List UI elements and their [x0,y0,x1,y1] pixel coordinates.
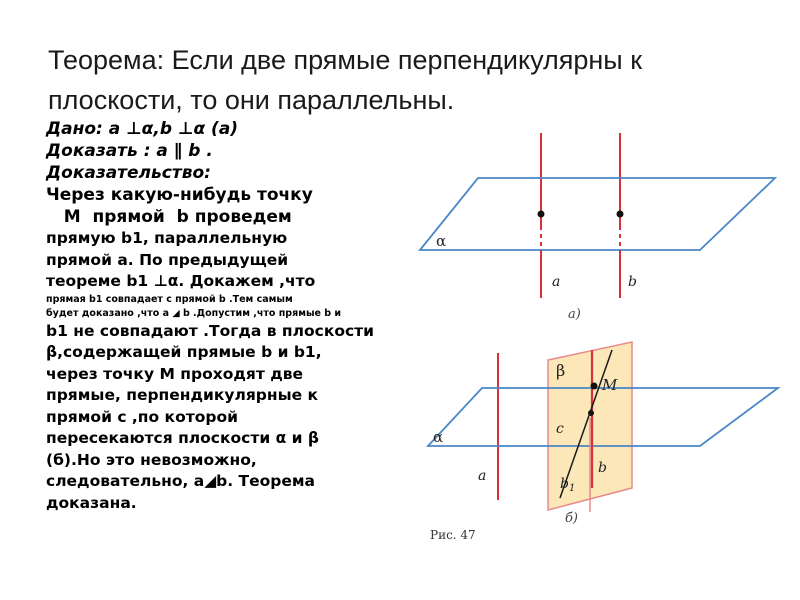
alpha-label: α [436,232,447,250]
proof-line: Доказательство: [46,163,211,183]
proof-line: через точку М проходят две [46,364,304,383]
proof-line: пересекаются плоскости α и β [46,429,319,447]
proof-line: прямые, перпендикулярные к [46,386,319,404]
proof-line: прямой а. По предыдущей [46,250,289,269]
point-m [591,383,598,390]
a-label: a [478,468,487,484]
intersection-point [588,410,594,416]
c-label: c [556,421,564,437]
geometry-figure [400,128,790,548]
proof-line: Доказать : а ∥ b . [46,141,213,161]
slide-title: Теорема: Если две прямые перпендикулярны к плоскости, то они параллельны. [48,45,642,115]
figure-b [428,342,778,542]
proof-text [46,118,411,514]
caption-a: а) [568,307,581,322]
proof-line: будет доказано ,что а ◢ b .Допустим ,что прямые b и [46,307,342,319]
figure-caption: Рис. 47 [430,528,476,542]
proof-line: Через какую-нибудь точку [46,185,313,205]
proof-line: β,содержащей прямые b и b1, [46,343,322,361]
m-label: M [602,376,618,394]
plane-alpha-a [420,178,775,250]
proof-line: теореме b1 ⊥α. Докажем ,что [46,272,316,290]
a-label: a [552,274,561,290]
intersection-point [617,211,624,218]
intersection-point [538,211,545,218]
proof-line: прямой с ,по которой [46,407,238,426]
proof-line: (б).Но это невозможно, [46,450,257,469]
figure-a [420,133,775,322]
b-label: b [598,460,607,476]
proof-line: М прямой b проведем [46,207,292,227]
proof-line: следовательно, а◢b. Теорема [46,472,316,490]
proof-line: прямую b1, параллельную [46,229,288,247]
caption-b: б) [565,511,579,526]
proof-line: b1 не совпадают .Тогда в плоскости [46,321,375,340]
proof-line: доказана. [46,493,137,512]
b-label: b [628,274,637,290]
proof-line: прямая b1 совпадает с прямой b .Тем самым [46,293,293,305]
proof-line: Дано: а ⊥α,b ⊥α (а) [46,119,239,139]
beta-label: β [556,361,566,380]
alpha-label: α [433,428,444,446]
b1-label: $b_1$ [560,476,576,494]
